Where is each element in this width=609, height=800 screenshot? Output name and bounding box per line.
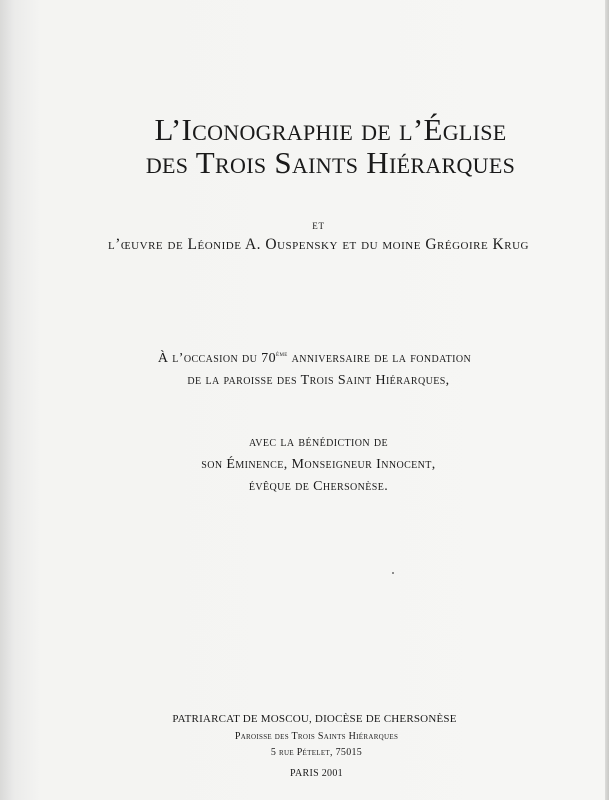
title-line-1: L’Iconographie de l’Église: [154, 112, 507, 147]
subtitle-oeuvre: l’œuvre de Léonide A. Ouspensky et du moine Grégoire Krug: [108, 236, 529, 253]
subtitle-et: et: [312, 217, 325, 232]
occasion-line-2: de la paroisse des Trois Saint Hiérarques,: [187, 373, 450, 388]
benediction-line-2: son Éminence, Monseigneur Innocent,: [201, 457, 436, 472]
paper-speck: [392, 572, 394, 574]
publisher-line-3: 5 rue Pételet, 75015: [270, 747, 363, 758]
occasion-superscript: ème: [276, 350, 288, 358]
benediction-line-1: avec la bénédiction de: [248, 435, 389, 450]
publisher-line-2: Paroisse des Trois Saints Hiérarques: [234, 731, 399, 742]
publisher-line-4: PARIS 2001: [290, 768, 343, 779]
benediction-line-3: évêque de Chersonèse.: [248, 479, 389, 494]
occasion-line-1-after: anniversaire de la fondation: [287, 351, 472, 366]
occasion-line-1: [10, 351, 609, 367]
occasion-line-1-before: À l’occasion du 70: [157, 351, 276, 366]
title-line-2: des Trois Saints Hiérarques: [145, 145, 516, 180]
publisher-line-1: PATRIARCAT DE MOSCOU, DIOCÈSE DE CHERSONÈSE: [172, 713, 457, 725]
